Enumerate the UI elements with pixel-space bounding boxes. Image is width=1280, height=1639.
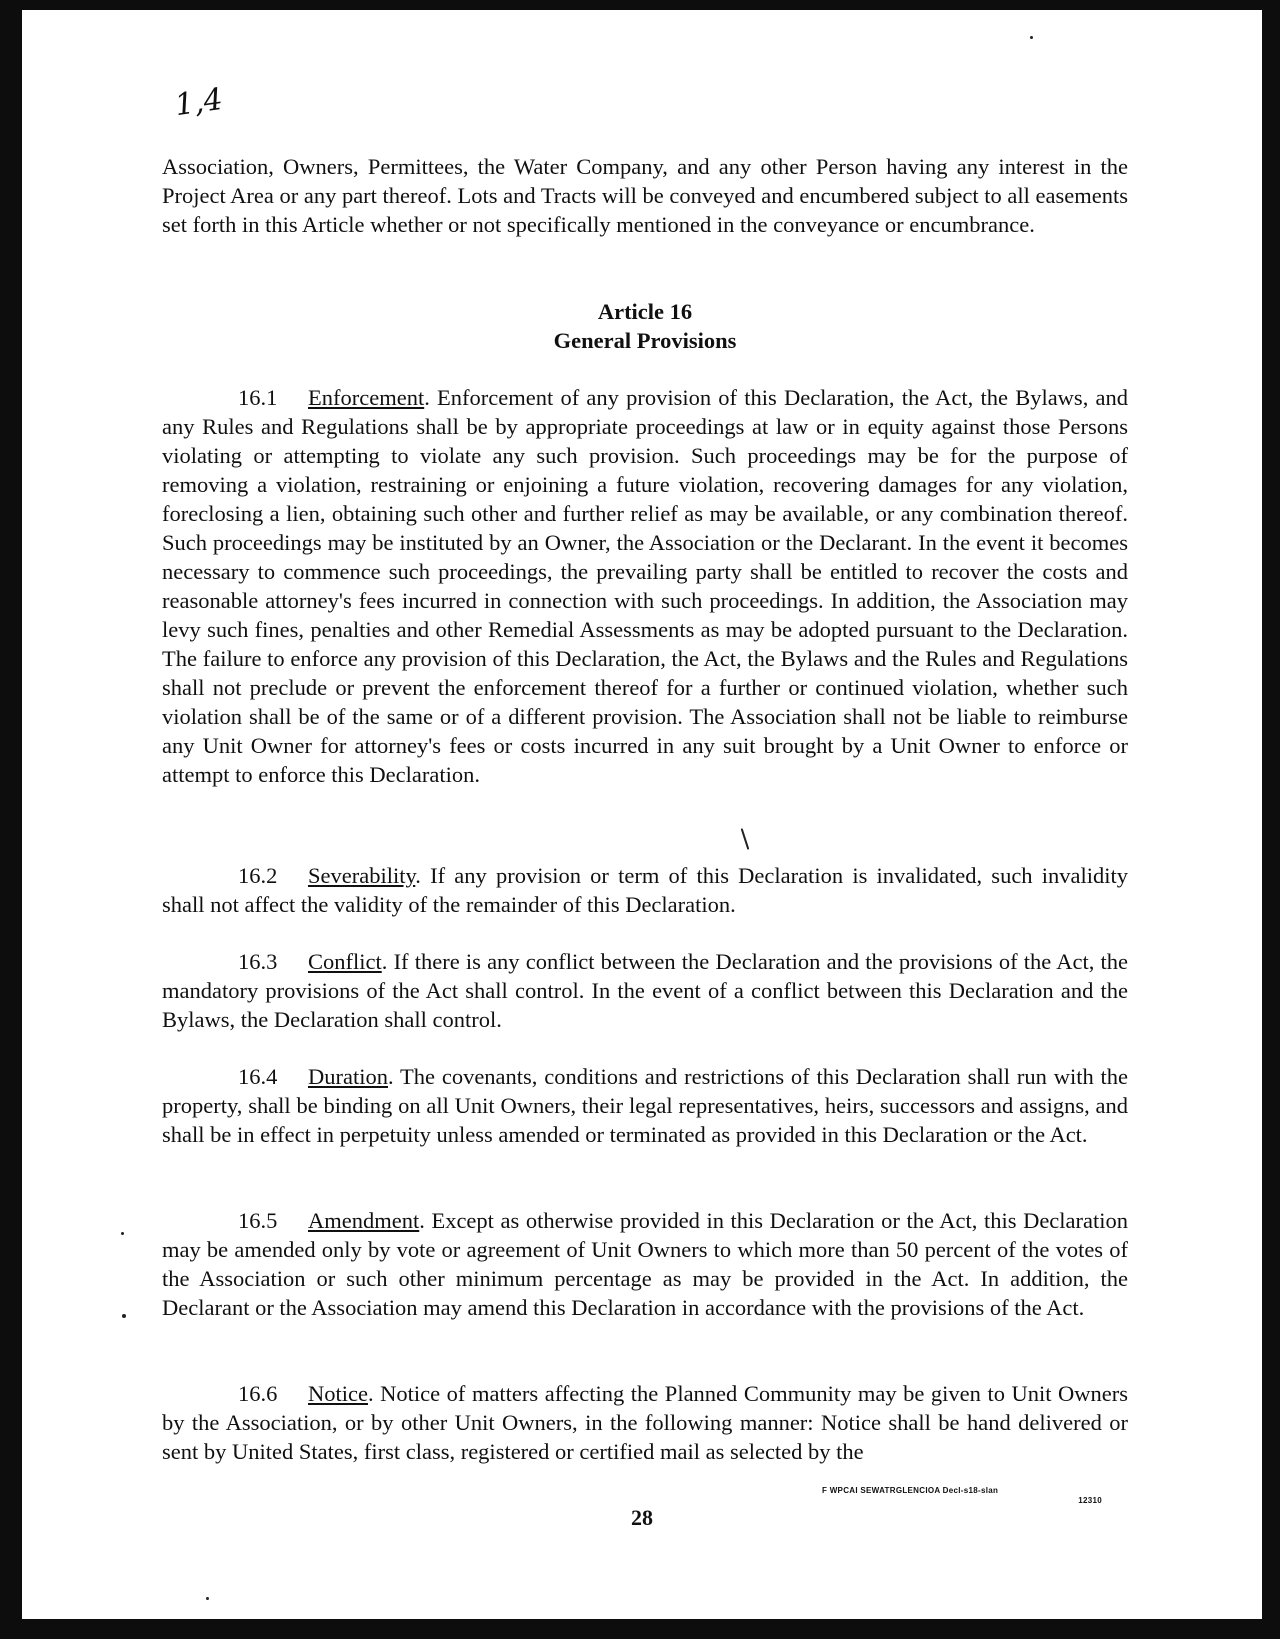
document-page: [22, 10, 1262, 1619]
footer-file-code: [822, 1486, 1122, 1506]
footer-file-id: 12310: [1078, 1496, 1102, 1505]
section-title: Conflict: [308, 949, 382, 974]
scan-stroke: [741, 828, 750, 850]
scan-speck: [122, 1314, 126, 1318]
section-number: 16.2: [238, 863, 278, 888]
section-title: Severability: [308, 863, 416, 888]
section-title: Amendment: [308, 1208, 420, 1233]
intro-paragraph: [162, 152, 1128, 239]
section-number: 16.6: [238, 1381, 278, 1406]
section-16-5: 16.5 Amendment. Except as otherwise provided in this Declaration or the Act, this Declaration may be amended only by vote or agreement of Unit Owners to which more than 50 percent of the votes of the Association or such other minimum percentage as may be provided in the Act. In addition, the Declarant or the Association may amend this Declaration in accordance with the provisions of the Act.: [162, 1208, 1129, 1320]
article-heading: [162, 297, 1128, 355]
section-body: Enforcement of any provision of this Declaration, the Act, the Bylaws, and any Rules and Regulations shall be by appropriate proceedings at law or in equity against those Persons violating or attempting to violate any such provision. Such proceedings may be for the purpose of removing a violation, restraining or enjoining a future violation, recovering damages for any violation, foreclosing a lien, obtaining such other and further relief as may be available, or any combination thereof. Such proceedings may be instituted by an Owner, the Association or the Declarant. In the event it becomes necessary to commence such proceedings, the prevailing party shall be entitled to recover the costs and reasonable attorney's fees incurred in connection with such proceedings. In addition, the Association may levy such fines, penalties and other Remedial Assessments as may be adopted pursuant to the Declaration. The failure to enforce any provision of this Declaration, the Act, the Bylaws and the Rules and Regulations shall not preclude or prevent the enforcement thereof for a further or continued violation, whether such violation shall be of the same or of a different provision. The Association shall not be liable to reimburse any Unit Owner for attorney's fees or costs incurred in any suit brought by a Unit Owner to enforce or attempt to enforce this Declaration.: [162, 385, 1129, 787]
section-body: If there is any conflict between the Declaration and the provisions of the Act, the mandatory provisions of the Act shall control. In the event of a conflict between this Declaration and the Bylaws, the Declaration shall control.: [162, 949, 1129, 1032]
scan-speck: [206, 1597, 209, 1600]
section-number: 16.4: [238, 1064, 278, 1089]
section-16-6: 16.6 Notice. Notice of matters affecting the Planned Community may be given to Unit Owners by the Association, or by other Unit Owners, in the following manner: Notice shall be hand delivered or sent by United States, first class, registered or certified mail as selected by the: [162, 1381, 1129, 1464]
section-16-2: 16.2 Severability. If any provision or term of this Declaration is invalidated, such invalidity shall not affect the validity of the remainder of this Declaration.: [162, 863, 1128, 917]
intro-paragraph-text: Association, Owners, Permittees, the Water Company, and any other Person having any interest in the Project Area or any part thereof. Lots and Tracts will be conveyed and encumbered subject to all easements set forth in this Article whether or not specifically mentioned in the conveyance or encumbrance.: [162, 154, 1128, 237]
section-16-1: 16.1 Enforcement. Enforcement of any provision of this Declaration, the Act, the Bylaws, and any Rules and Regulations shall be by appropriate proceedings at law or in equity against those Persons violating or attempting to violate any such provision. Such proceedings may be for the purpose of removing a violation, restraining or enjoining a future violation, recovering damages for any violation, foreclosing a lien, obtaining such other and further relief as may be available, or any combination thereof. Such proceedings may be instituted by an Owner, the Association or the Declarant. In the event it becomes necessary to commence such proceedings, the prevailing party shall be entitled to recover the costs and reasonable attorney's fees incurred in connection with such proceedings. In addition, the Association may levy such fines, penalties and other Remedial Assessments as may be adopted pursuant to the Declaration. The failure to enforce any provision of this Declaration, the Act, the Bylaws and the Rules and Regulations shall not preclude or prevent the enforcement thereof for a further or continued violation, whether such violation shall be of the same or of a different provision. The Association shall not be liable to reimburse any Unit Owner for attorney's fees or costs incurred in any suit brought by a Unit Owner to enforce or attempt to enforce this Declaration.: [162, 385, 1129, 787]
section-number: 16.3: [238, 949, 278, 974]
handwritten-page-mark: 1,4: [172, 81, 225, 124]
footer-file-path: F WPCAI SEWATRGLENCIOA Decl-s18-slan: [822, 1486, 999, 1495]
section-number: 16.5: [238, 1208, 278, 1233]
section-number: 16.1: [238, 385, 278, 410]
section-body: Except as otherwise provided in this Declaration or the Act, this Declaration may be amended only by vote or agreement of Unit Owners to which more than 50 percent of the votes of the Association or such other minimum percentage as may be provided in the Act. In addition, the Declarant or the Association may amend this Declaration in accordance with the provisions of the Act.: [162, 1208, 1129, 1320]
section-16-3: 16.3 Conflict. If there is any conflict between the Declaration and the provisions of the Act, the mandatory provisions of the Act shall control. In the event of a conflict between this Declaration and the Bylaws, the Declaration shall control.: [162, 949, 1129, 1032]
section-body: Notice of matters affecting the Planned Community may be given to Unit Owners by the Association, or by other Unit Owners, in the following manner: Notice shall be hand delivered or sent by United States, first class, registered or certified mail as selected by the: [162, 1381, 1129, 1464]
page-number: 28: [631, 1505, 653, 1530]
section-16-4: 16.4 Duration. The covenants, conditions and restrictions of this Declaration shall run with the property, shall be binding on all Unit Owners, their legal representatives, heirs, successors and assigns, and shall be in effect in perpetuity unless amended or terminated as provided in this Declaration or the Act.: [162, 1064, 1129, 1147]
scan-speck: [121, 1232, 124, 1235]
scan-speck: [1030, 36, 1033, 39]
section-body: The covenants, conditions and restrictions of this Declaration shall run with the property, shall be binding on all Unit Owners, their legal representatives, heirs, successors and assigns, and shall be in effect in perpetuity unless amended or terminated as provided in this Declaration or the Act.: [162, 1064, 1129, 1147]
section-title: Notice: [308, 1381, 368, 1406]
section-title: Enforcement: [308, 385, 425, 410]
section-body: If any provision or term of this Declaration is invalidated, such invalidity shall not affect the validity of the remainder of this Declaration.: [162, 863, 1128, 917]
section-title: Duration: [308, 1064, 388, 1089]
article-number: Article 16: [597, 299, 693, 324]
article-title: General Provisions: [553, 328, 737, 353]
